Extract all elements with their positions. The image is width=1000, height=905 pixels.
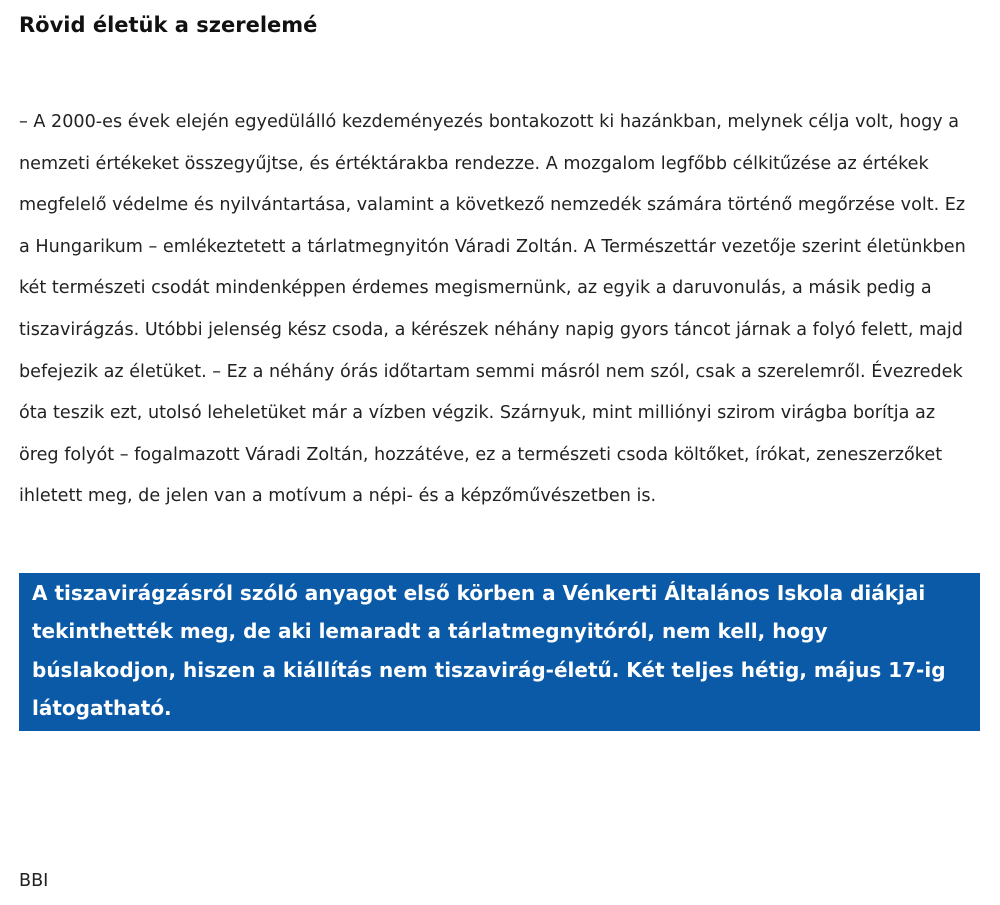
highlight-text: A tiszavirágzásról szóló anyagot első körben a Vénkerti Általános Iskola diákjai tekinthették meg, de aki lemaradt a tárlatmegnyitóról, nem kell, hogy búslakodjon, hiszen a kiállítás nem tiszavirág-életű. Két teljes hétig, május 17-ig látogatható.	[32, 580, 946, 721]
article	[19, 0, 980, 731]
author-signature: BBI	[19, 871, 49, 891]
highlight-box	[19, 573, 980, 731]
article-heading: Rövid életük a szerelemé	[19, 13, 318, 37]
article-body-paragraph: – A 2000-es évek elején egyedülálló kezdeményezés bontakozott ki hazánkban, melynek célja volt, hogy a nemzeti értékeket összegyűjtse, és értéktárakba rendezze. A mozgalom legfőbb célkitűzése az értékek megfelelő védelme és nyilvántartása, valamint a következő nemzedék számára történő megőrzése volt. Ez a Hungarikum – emlékeztetett a tárlatmegnyitón Váradi Zoltán. A Természettár vezetője szerint életünkben két természeti csodát mindenképpen érdemes megismernünk, az egyik a daruvonulás, a másik pedig a tiszavirágzás. Utóbbi jelenség kész csoda, a kérészek néhány napig gyors táncot járnak a folyó felett, majd befejezik az életüket. – Ez a néhány órás időtartam semmi másról nem szól, csak a szerelemről. Évezredek óta teszik ezt, utolsó leheletüket már a vízben végzik. Szárnyuk, mint milliónyi szirom virágba borítja az öreg folyót – fogalmazott Váradi Zoltán, hozzátéve, ez a természeti csoda költőket, írókat, zeneszerzőket ihletett meg, de jelen van a motívum a népi- és a képzőművészetben is.	[19, 112, 966, 507]
